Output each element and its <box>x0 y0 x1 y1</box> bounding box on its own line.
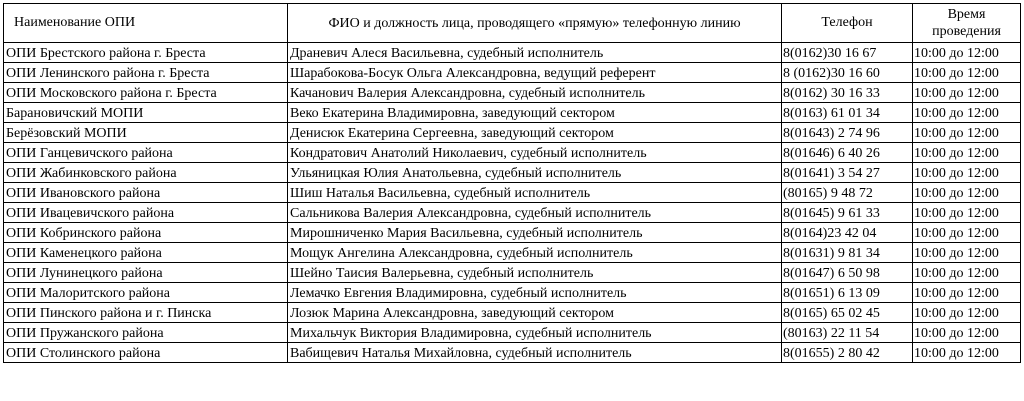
cell-person: Драневич Алеся Васильевна, судебный исполнитель <box>288 43 782 63</box>
cell-phone: 8(0164)23 42 04 <box>782 223 913 243</box>
cell-person: Шиш Наталья Васильевна, судебный исполнитель <box>288 183 782 203</box>
cell-time: 10:00 до 12:00 <box>913 43 1021 63</box>
table-row <box>4 183 1021 203</box>
cell-person: Вабищевич Наталья Михайловна, судебный исполнитель <box>288 343 782 363</box>
table-row <box>4 63 1021 83</box>
cell-phone: 8(0162) 30 16 33 <box>782 83 913 103</box>
cell-time: 10:00 до 12:00 <box>913 123 1021 143</box>
cell-phone: 8(01651) 6 13 09 <box>782 283 913 303</box>
cell-person: Шарабокова-Босук Ольга Александровна, ведущий референт <box>288 63 782 83</box>
cell-organization: ОПИ Каменецкого района <box>4 243 288 263</box>
header-time: Время проведения <box>913 4 1021 43</box>
cell-organization: ОПИ Ивацевичского района <box>4 203 288 223</box>
cell-organization: ОПИ Ганцевичского района <box>4 143 288 163</box>
cell-person: Лозюк Марина Александровна, заведующий сектором <box>288 303 782 323</box>
cell-time: 10:00 до 12:00 <box>913 63 1021 83</box>
cell-organization: ОПИ Лунинецкого района <box>4 263 288 283</box>
cell-phone: 8(01643) 2 74 96 <box>782 123 913 143</box>
table-row <box>4 83 1021 103</box>
table-row <box>4 223 1021 243</box>
cell-time: 10:00 до 12:00 <box>913 103 1021 123</box>
table-row <box>4 303 1021 323</box>
table-row <box>4 343 1021 363</box>
cell-time: 10:00 до 12:00 <box>913 163 1021 183</box>
cell-person: Михальчук Виктория Владимировна, судебный исполнитель <box>288 323 782 343</box>
cell-organization: ОПИ Ивановского района <box>4 183 288 203</box>
cell-person: Лемачко Евгения Владимировна, судебный исполнитель <box>288 283 782 303</box>
cell-organization: ОПИ Пинского района и г. Пинска <box>4 303 288 323</box>
cell-person: Шейно Таисия Валерьевна, судебный исполнитель <box>288 263 782 283</box>
header-organization: Наименование ОПИ <box>4 4 288 43</box>
table-row <box>4 243 1021 263</box>
cell-phone: (80163) 22 11 54 <box>782 323 913 343</box>
cell-time: 10:00 до 12:00 <box>913 223 1021 243</box>
cell-person: Мирошниченко Мария Васильевна, судебный исполнитель <box>288 223 782 243</box>
cell-phone: 8(0165) 65 02 45 <box>782 303 913 323</box>
cell-phone: 8(01655) 2 80 42 <box>782 343 913 363</box>
cell-time: 10:00 до 12:00 <box>913 83 1021 103</box>
cell-phone: 8(01646) 6 40 26 <box>782 143 913 163</box>
cell-phone: 8 (0162)30 16 60 <box>782 63 913 83</box>
cell-phone: 8(01645) 9 61 33 <box>782 203 913 223</box>
cell-organization: Барановичский МОПИ <box>4 103 288 123</box>
cell-phone: 8(0162)30 16 67 <box>782 43 913 63</box>
cell-phone: 8(0163) 61 01 34 <box>782 103 913 123</box>
cell-person: Сальникова Валерия Александровна, судебный исполнитель <box>288 203 782 223</box>
cell-organization: ОПИ Малоритского района <box>4 283 288 303</box>
cell-organization: ОПИ Брестского района г. Бреста <box>4 43 288 63</box>
cell-phone: 8(01641) 3 54 27 <box>782 163 913 183</box>
cell-organization: ОПИ Жабинковского района <box>4 163 288 183</box>
cell-time: 10:00 до 12:00 <box>913 243 1021 263</box>
table-row <box>4 283 1021 303</box>
table-row <box>4 123 1021 143</box>
cell-phone: (80165) 9 48 72 <box>782 183 913 203</box>
cell-person: Кондратович Анатолий Николаевич, судебный исполнитель <box>288 143 782 163</box>
cell-time: 10:00 до 12:00 <box>913 203 1021 223</box>
table-row <box>4 163 1021 183</box>
cell-person: Ульяницкая Юлия Анатольевна, судебный исполнитель <box>288 163 782 183</box>
cell-organization: ОПИ Пружанского района <box>4 323 288 343</box>
cell-time: 10:00 до 12:00 <box>913 303 1021 323</box>
cell-time: 10:00 до 12:00 <box>913 283 1021 303</box>
header-phone: Телефон <box>782 4 913 43</box>
cell-time: 10:00 до 12:00 <box>913 343 1021 363</box>
hotline-schedule-table <box>3 3 1021 363</box>
table-row <box>4 323 1021 343</box>
table-row <box>4 43 1021 63</box>
table-row <box>4 143 1021 163</box>
cell-person: Веко Екатерина Владимировна, заведующий сектором <box>288 103 782 123</box>
table-row <box>4 103 1021 123</box>
cell-phone: 8(01647) 6 50 98 <box>782 263 913 283</box>
cell-time: 10:00 до 12:00 <box>913 263 1021 283</box>
cell-time: 10:00 до 12:00 <box>913 143 1021 163</box>
cell-organization: ОПИ Ленинского района г. Бреста <box>4 63 288 83</box>
header-row <box>4 4 1021 43</box>
table-row <box>4 203 1021 223</box>
cell-phone: 8(01631) 9 81 34 <box>782 243 913 263</box>
cell-person: Денисюк Екатерина Сергеевна, заведующий сектором <box>288 123 782 143</box>
cell-organization: ОПИ Московского района г. Бреста <box>4 83 288 103</box>
cell-organization: ОПИ Кобринского района <box>4 223 288 243</box>
cell-organization: ОПИ Столинского района <box>4 343 288 363</box>
table-row <box>4 263 1021 283</box>
cell-organization: Берёзовский МОПИ <box>4 123 288 143</box>
cell-time: 10:00 до 12:00 <box>913 183 1021 203</box>
table-header <box>4 4 1021 43</box>
cell-person: Мощук Ангелина Александровна, судебный исполнитель <box>288 243 782 263</box>
cell-time: 10:00 до 12:00 <box>913 323 1021 343</box>
table-body <box>4 43 1021 363</box>
cell-person: Качанович Валерия Александровна, судебный исполнитель <box>288 83 782 103</box>
header-person: ФИО и должность лица, проводящего «прямую» телефонную линию <box>288 4 782 43</box>
